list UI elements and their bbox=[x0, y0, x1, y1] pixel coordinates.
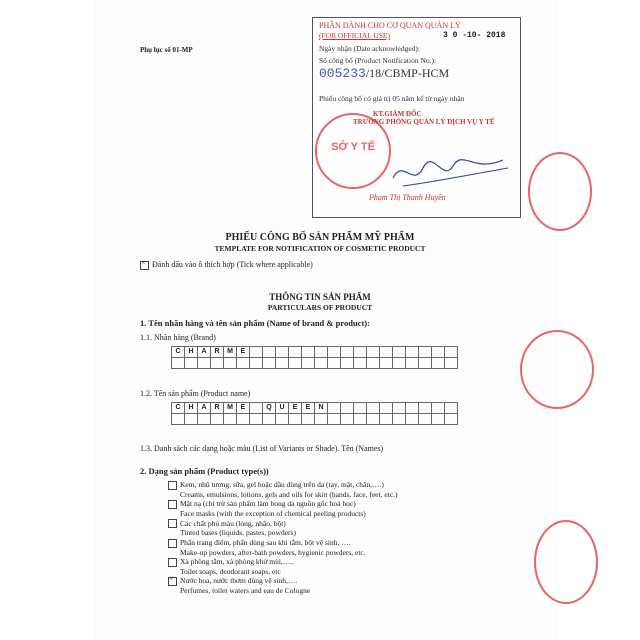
form-title-vi: PHIẾU CÔNG BỐ SẢN PHẨM MỸ PHẨM bbox=[225, 232, 415, 243]
signature bbox=[383, 148, 513, 198]
brand-letter-cell: M bbox=[223, 346, 237, 358]
product-letter-cell: N bbox=[314, 402, 328, 414]
product-letter-cell bbox=[249, 413, 263, 425]
product-type-item bbox=[168, 576, 397, 595]
product-name-label: 1.2. Tên sản phẩm (Product name) bbox=[140, 389, 251, 398]
brand-letter-cell bbox=[171, 357, 185, 369]
product-type-list bbox=[168, 480, 397, 596]
brand-letter-cell bbox=[288, 357, 302, 369]
product-letter-cell bbox=[171, 413, 185, 425]
stamp-line-1: KT.GIÁM ĐỐC bbox=[373, 110, 422, 118]
product-letter-cell bbox=[314, 413, 328, 425]
product-type-vi: Các chất phủ màu (lỏng, nhão, bột) bbox=[180, 518, 286, 528]
product-type-en: Toilet soaps, deodorant soaps, etc bbox=[180, 566, 281, 576]
brand-letter-cell bbox=[275, 357, 289, 369]
product-letter-cell bbox=[431, 413, 445, 425]
received-date: 3 0 -10- 2018 bbox=[443, 31, 506, 40]
product-letter-cell: H bbox=[184, 402, 198, 414]
section-title-vi: THÔNG TIN SẢN PHẨM bbox=[269, 292, 371, 302]
product-letter-cell bbox=[405, 413, 419, 425]
product-letter-cell bbox=[353, 413, 367, 425]
product-letter-cell bbox=[184, 413, 198, 425]
official-seal bbox=[315, 113, 391, 189]
edge-seal-bottom bbox=[534, 520, 598, 604]
product-letter-cell bbox=[301, 413, 315, 425]
brand-letter-cell bbox=[431, 357, 445, 369]
product-letter-cell: E bbox=[236, 402, 250, 414]
form-title-en: TEMPLATE FOR NOTIFICATION OF COSMETIC PRODUCT bbox=[214, 244, 426, 253]
brand-letter-cell bbox=[210, 357, 224, 369]
received-label: Ngày nhận (Date acknowledged): bbox=[319, 44, 421, 53]
tick-instruction-text: Đánh dấu vào ô thích hợp (Tick where applicable) bbox=[152, 260, 313, 269]
brand-letter-cell bbox=[444, 357, 458, 369]
product-letter-cell bbox=[366, 413, 380, 425]
product-type-item bbox=[168, 519, 397, 538]
product-letter-cell bbox=[288, 413, 302, 425]
product-type-vi: Xà phòng tắm, xà phòng khử mùi,….. bbox=[180, 557, 295, 567]
official-title: PHẦN DÀNH CHO CƠ QUAN QUẢN LÝ bbox=[319, 21, 461, 30]
variants-label: 1.3. Danh sách các dạng hoặc màu (List of Variants or Shade). Tên (Names) bbox=[140, 444, 384, 453]
validity-note: Phiếu công bố có giá trị 05 năm kể từ ngày nhận bbox=[319, 94, 465, 103]
product-letter-cell bbox=[262, 413, 276, 425]
product-type-en: Tinted bases (liquids, pastes, powders) bbox=[180, 528, 296, 538]
notification-number-value: 005233 bbox=[319, 66, 366, 81]
official-seal-text: SỞ Y TẾ bbox=[331, 141, 375, 153]
product-letter-cell bbox=[275, 413, 289, 425]
product-type-checkbox[interactable] bbox=[168, 519, 177, 528]
brand-letter-cell bbox=[379, 357, 393, 369]
product-letter-cell bbox=[223, 413, 237, 425]
product-type-en: Perfumes, toilet waters and eau de Cologne bbox=[180, 586, 311, 596]
brand-letter-cell: E bbox=[236, 346, 250, 358]
appendix-label: Phụ lục số 01-MP bbox=[140, 46, 193, 54]
product-type-vi: Nước hoa, nước thơm dùng vệ sinh,…. bbox=[180, 576, 298, 586]
official-use-box bbox=[312, 17, 521, 218]
product-type-item bbox=[168, 480, 397, 499]
product-type-en: Make-up powders, after-bath powders, hygienic powders, etc. bbox=[180, 547, 366, 557]
product-type-checkbox[interactable] bbox=[168, 539, 177, 548]
product-type-checkbox[interactable] bbox=[168, 481, 177, 490]
product-type-item bbox=[168, 538, 397, 557]
brand-letter-cell bbox=[405, 357, 419, 369]
product-letter-cell: A bbox=[197, 402, 211, 414]
stamp-line-2: TRƯỞNG PHÒNG QUẢN LÝ DỊCH VỤ Y TẾ bbox=[353, 118, 495, 126]
brand-letter-cell bbox=[184, 357, 198, 369]
tick-checkbox-icon bbox=[140, 261, 149, 270]
brand-letter-cell: A bbox=[197, 346, 211, 358]
product-letter-cell bbox=[327, 413, 341, 425]
product-type-vi: Kem, nhũ tương, sữa, gel hoặc dầu dùng trên da (tay, mặt, chân,….) bbox=[180, 480, 384, 489]
product-letter-cell: E bbox=[301, 402, 315, 414]
product-letter-cell bbox=[340, 413, 354, 425]
brand-letter-cell bbox=[327, 357, 341, 369]
product-letter-cell: E bbox=[288, 402, 302, 414]
product-type-item bbox=[168, 499, 397, 518]
edge-seal-top bbox=[528, 152, 592, 231]
product-letter-cell bbox=[379, 413, 393, 425]
brand-letter-cell: H bbox=[184, 346, 198, 358]
brand-letter-cell bbox=[353, 357, 367, 369]
product-letter-cell: M bbox=[223, 402, 237, 414]
product-type-checkbox[interactable] bbox=[168, 577, 177, 586]
product-type-vi: Mặt nạ (chỉ trừ sản phẩm làm bong da nguồn gốc hoá học) bbox=[180, 499, 356, 509]
brand-letter-cell bbox=[236, 357, 250, 369]
product-letter-cell bbox=[236, 413, 250, 425]
product-type-en: Face masks (with the exception of chemical peeling products) bbox=[180, 509, 366, 519]
product-letter-cell bbox=[392, 413, 406, 425]
notification-number bbox=[319, 66, 449, 81]
product-letter-cell: R bbox=[210, 402, 224, 414]
brand-letter-cell bbox=[197, 357, 211, 369]
product-type-heading: 2. Dạng sản phẩm (Product type(s)) bbox=[140, 466, 269, 476]
product-type-vi: Phấn trang điểm, phấn dùng sau khi tắm, bột vệ sinh, …. bbox=[180, 537, 351, 547]
tick-instruction bbox=[140, 260, 313, 270]
product-letter-cell bbox=[418, 413, 432, 425]
section-title-en: PARTICULARS OF PRODUCT bbox=[267, 303, 373, 312]
brand-letter-cell bbox=[366, 357, 380, 369]
signer-name: Phạm Thị Thanh Huyền bbox=[369, 193, 446, 202]
notification-number-label: Số công bố (Product Notification No.): bbox=[319, 56, 437, 65]
brand-letter-cell bbox=[418, 357, 432, 369]
brand-letter-cell bbox=[301, 357, 315, 369]
brand-letter-cell: R bbox=[210, 346, 224, 358]
official-subtitle: (FOR OFFICIAL USE) bbox=[319, 31, 390, 40]
product-type-en: Creams, emulsions, lotions, gels and oils for skin (hands, face, feet, etc.) bbox=[180, 489, 398, 499]
product-type-item bbox=[168, 557, 397, 576]
brand-letter-cell: C bbox=[171, 346, 185, 358]
product-letter-cell bbox=[197, 413, 211, 425]
product-letter-cell: C bbox=[171, 402, 185, 414]
product-letter-cell: U bbox=[275, 402, 289, 414]
brand-label: 1.1. Nhãn hàng (Brand) bbox=[140, 333, 216, 342]
notification-number-suffix: /18/CBMP-HCM bbox=[365, 66, 450, 80]
product-type-checkbox[interactable] bbox=[168, 500, 177, 509]
edge-seal-middle bbox=[520, 330, 594, 409]
product-name-grid bbox=[172, 403, 458, 425]
brand-section-heading: 1. Tên nhãn hàng và tên sản phẩm (Name of brand & product): bbox=[140, 318, 370, 328]
product-letter-cell bbox=[444, 413, 458, 425]
product-letter-cell: Q bbox=[262, 402, 276, 414]
brand-grid bbox=[172, 347, 458, 369]
brand-letter-cell bbox=[223, 357, 237, 369]
product-type-checkbox[interactable] bbox=[168, 558, 177, 567]
brand-letter-cell bbox=[249, 357, 263, 369]
brand-letter-cell bbox=[262, 357, 276, 369]
brand-letter-cell bbox=[314, 357, 328, 369]
brand-letter-cell bbox=[340, 357, 354, 369]
brand-letter-cell bbox=[392, 357, 406, 369]
product-letter-cell bbox=[210, 413, 224, 425]
